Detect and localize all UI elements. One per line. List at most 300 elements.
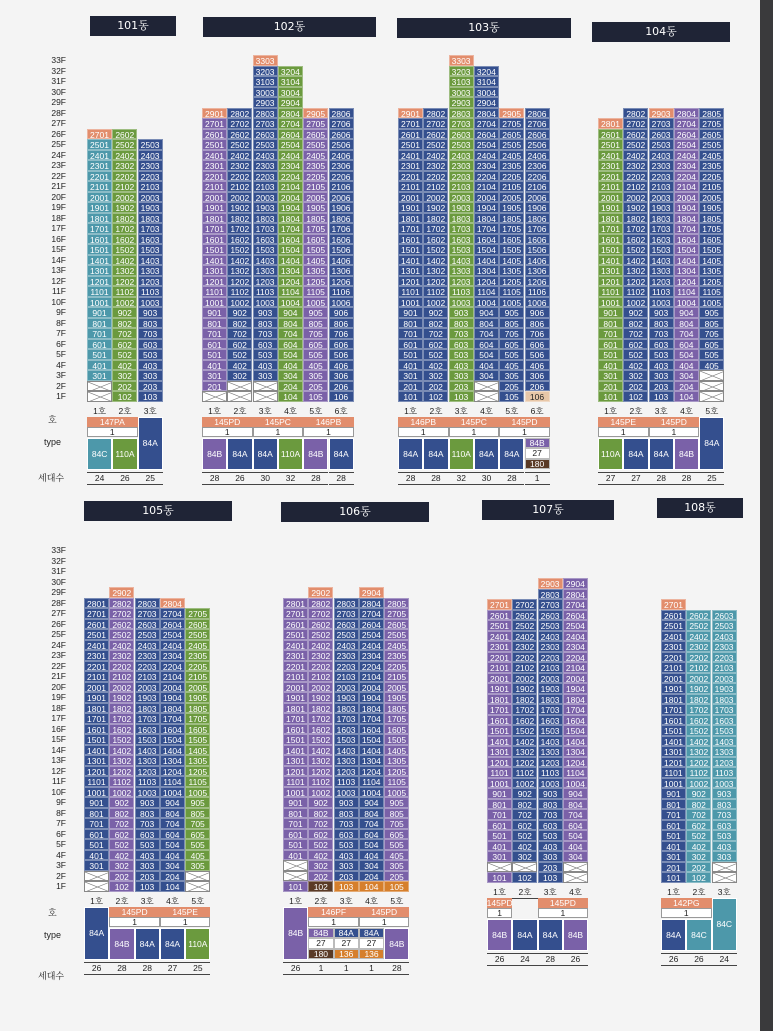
unit-cell: 804 [278, 318, 303, 329]
floor-label: 8F [56, 807, 66, 818]
unit-cell: 403 [538, 841, 563, 852]
unit-cell: 1204 [474, 276, 499, 287]
unit-cell: 602 [686, 820, 711, 831]
unit-type-cell: 84A [84, 907, 109, 960]
unit-cell: 2804 [674, 108, 699, 119]
unit-cell: 805 [303, 318, 328, 329]
ho-header: 1호 [84, 896, 109, 908]
unit-cell: 901 [598, 307, 623, 318]
unit-cell: 1003 [449, 297, 474, 308]
unit-cell: 1503 [334, 734, 359, 745]
unit-cell: 1205 [699, 276, 724, 287]
plan-type-count: 1 [661, 908, 712, 918]
unit-cell: 2603 [253, 129, 278, 140]
unit-cell: 2204 [563, 652, 588, 663]
unit-cell: 302 [308, 860, 333, 871]
unit-cell: 902 [227, 307, 252, 318]
unit-cell: 801 [87, 318, 112, 329]
unit-cell: 704 [359, 818, 384, 829]
unit-cell: 801 [398, 318, 423, 329]
unit-cell: 1304 [563, 746, 588, 757]
unit-cell: 1003 [253, 297, 278, 308]
unit-cell: 501 [487, 830, 512, 841]
unit-cell: 2701 [661, 599, 686, 610]
unit-cell: 702 [623, 328, 648, 339]
unit-type-stack-cell: 27 [525, 448, 550, 459]
unit-cell: 504 [474, 349, 499, 360]
unit-cell: 1404 [359, 745, 384, 756]
unit-cell: 1004 [563, 778, 588, 789]
household-count: 1 [334, 962, 359, 975]
unit-cell: 1404 [674, 255, 699, 266]
floor-label: 11F [51, 286, 66, 296]
plan-type-bar: 145PD [202, 417, 253, 427]
unit-cell [87, 391, 112, 402]
unit-cell: 105 [499, 391, 524, 402]
unit-cell: 1203 [135, 766, 160, 777]
unit-cell: 1503 [712, 725, 737, 736]
unit-cell: 203 [538, 862, 563, 873]
unit-cell: 1201 [87, 276, 112, 287]
unit-cell: 2105 [384, 671, 409, 682]
unit-cell: 2602 [423, 129, 448, 140]
unit-cell: 2001 [398, 192, 423, 203]
unit-cell: 1201 [398, 276, 423, 287]
floor-label: 16F [51, 723, 66, 734]
unit-cell: 501 [84, 839, 109, 850]
unit-cell: 1906 [329, 202, 354, 213]
unit-cell: 2403 [334, 640, 359, 651]
unit-cell: 1305 [699, 265, 724, 276]
unit-cell: 1002 [109, 787, 134, 798]
unit-cell: 1603 [449, 234, 474, 245]
unit-cell: 1303 [449, 265, 474, 276]
ho-header: 5호 [699, 406, 724, 418]
floor-label: 5F [56, 839, 66, 849]
unit-cell: 1502 [308, 734, 333, 745]
unit-cell: 1401 [661, 736, 686, 747]
unit-cell: 2705 [185, 608, 210, 619]
unit-cell: 1104 [474, 286, 499, 297]
unit-cell: 2003 [538, 673, 563, 684]
unit-cell: 504 [563, 830, 588, 841]
unit-cell: 1003 [135, 787, 160, 798]
unit-cell: 2604 [674, 129, 699, 140]
unit-cell: 902 [109, 797, 134, 808]
unit-cell: 1002 [308, 787, 333, 798]
unit-cell: 2605 [499, 129, 524, 140]
floor-label: 15F [51, 244, 66, 254]
unit-cell: 2401 [598, 150, 623, 161]
floor-label: 19F [51, 692, 66, 702]
unit-cell: 703 [712, 809, 737, 820]
unit-cell: 2101 [283, 671, 308, 682]
unit-cell: 701 [598, 328, 623, 339]
unit-cell: 3203 [253, 66, 278, 77]
floor-label: 14F [51, 744, 66, 755]
unit-cell: 2706 [329, 118, 354, 129]
unit-cell: 2404 [278, 150, 303, 161]
unit-cell: 802 [512, 799, 537, 810]
floor-label: 22F [51, 660, 66, 671]
unit-cell: 1501 [283, 734, 308, 745]
unit-cell: 2904 [474, 97, 499, 108]
unit-cell: 2503 [712, 620, 737, 631]
unit-cell: 1504 [674, 244, 699, 255]
unit-cell: 2003 [138, 192, 163, 203]
unit-cell: 1204 [160, 766, 185, 777]
unit-cell: 602 [227, 339, 252, 350]
unit-cell: 2101 [487, 662, 512, 673]
unit-cell: 703 [253, 328, 278, 339]
ho-header: 5호 [499, 406, 524, 418]
unit-cell: 2004 [359, 682, 384, 693]
floor-label: 27F [51, 118, 66, 128]
unit-cell: 1201 [283, 766, 308, 777]
unit-cell: 1501 [598, 244, 623, 255]
unit-cell: 1403 [253, 255, 278, 266]
unit-cell: 2704 [674, 118, 699, 129]
unit-cell: 1304 [278, 265, 303, 276]
floor-label: 3F [56, 370, 66, 380]
unit-cell: 503 [138, 349, 163, 360]
unit-cell: 1901 [487, 683, 512, 694]
unit-cell [699, 391, 724, 402]
unit-type-cell: 84B [283, 907, 308, 960]
unit-cell: 2103 [334, 671, 359, 682]
household-count: 32 [449, 472, 474, 485]
unit-cell: 2001 [598, 192, 623, 203]
plan-type-bar: 146PF [308, 907, 359, 917]
unit-cell: 1103 [253, 286, 278, 297]
unit-cell: 502 [423, 349, 448, 360]
unit-cell: 905 [303, 307, 328, 318]
unit-cell: 1202 [112, 276, 137, 287]
unit-cell: 2205 [384, 661, 409, 672]
unit-cell: 302 [109, 860, 134, 871]
household-count: 1 [525, 472, 550, 485]
unit-cell: 2002 [512, 673, 537, 684]
unit-cell: 2404 [474, 150, 499, 161]
unit-cell: 803 [538, 799, 563, 810]
unit-cell: 1602 [112, 234, 137, 245]
unit-cell: 502 [308, 839, 333, 850]
unit-cell: 803 [135, 808, 160, 819]
unit-cell: 1104 [278, 286, 303, 297]
unit-cell: 1706 [525, 223, 550, 234]
unit-cell: 302 [686, 851, 711, 862]
unit-cell: 605 [185, 829, 210, 840]
unit-cell: 2202 [686, 652, 711, 663]
unit-cell: 1301 [84, 755, 109, 766]
household-count: 28 [538, 953, 563, 966]
unit-cell: 2802 [623, 108, 648, 119]
unit-cell: 2802 [423, 108, 448, 119]
unit-cell: 306 [329, 370, 354, 381]
unit-type-cell: 84B [109, 928, 134, 960]
unit-cell: 1602 [109, 724, 134, 735]
unit-cell: 2605 [303, 129, 328, 140]
unit-cell: 2501 [84, 629, 109, 640]
unit-cell: 1104 [674, 286, 699, 297]
unit-cell: 2801 [598, 118, 623, 129]
floor-label: 9F [56, 307, 66, 317]
unit-cell: 2903 [253, 97, 278, 108]
unit-cell: 703 [449, 328, 474, 339]
floor-label: 17F [51, 713, 66, 723]
unit-cell: 2402 [623, 150, 648, 161]
unit-cell: 2401 [398, 150, 423, 161]
unit-cell: 1202 [623, 276, 648, 287]
unit-cell: 2703 [649, 118, 674, 129]
unit-cell: 1201 [598, 276, 623, 287]
unit-cell: 2501 [598, 139, 623, 150]
floor-label: 33F [51, 55, 66, 65]
unit-cell: 1204 [563, 757, 588, 768]
unit-cell: 2003 [712, 673, 737, 684]
unit-cell: 1803 [649, 213, 674, 224]
unit-cell: 2602 [512, 610, 537, 621]
floor-label: 23F [51, 650, 66, 660]
unit-cell: 1303 [538, 746, 563, 757]
unit-cell: 2403 [649, 150, 674, 161]
unit-cell: 2701 [398, 118, 423, 129]
unit-cell: 1805 [699, 213, 724, 224]
unit-cell: 1502 [227, 244, 252, 255]
unit-cell: 1604 [278, 234, 303, 245]
floor-label: 25F [51, 139, 66, 149]
unit-cell: 802 [109, 808, 134, 819]
unit-cell: 2301 [283, 650, 308, 661]
unit-cell: 2103 [253, 181, 278, 192]
unit-cell: 2403 [253, 150, 278, 161]
household-count: 32 [278, 472, 303, 485]
unit-cell: 203 [334, 871, 359, 882]
unit-cell: 1206 [525, 276, 550, 287]
unit-cell: 803 [253, 318, 278, 329]
ho-header: 2호 [423, 406, 448, 418]
unit-cell: 2001 [87, 192, 112, 203]
unit-cell: 702 [227, 328, 252, 339]
unit-cell: 1001 [84, 787, 109, 798]
unit-cell: 102 [423, 391, 448, 402]
unit-cell: 204 [674, 381, 699, 392]
floor-label: 26F [51, 128, 66, 139]
unit-cell: 502 [227, 349, 252, 360]
unit-cell: 1903 [334, 692, 359, 703]
unit-cell: 2202 [308, 661, 333, 672]
unit-cell: 2203 [135, 661, 160, 672]
unit-type-cell: 84A [423, 438, 448, 470]
unit-cell: 1605 [499, 234, 524, 245]
unit-cell: 701 [87, 328, 112, 339]
unit-cell: 605 [303, 339, 328, 350]
unit-cell: 2101 [598, 181, 623, 192]
unit-cell: 102 [512, 872, 537, 883]
unit-cell: 2702 [512, 599, 537, 610]
unit-cell: 2705 [499, 118, 524, 129]
unit-cell: 1103 [138, 286, 163, 297]
unit-cell: 106 [329, 391, 354, 402]
unit-cell: 1102 [227, 286, 252, 297]
ho-label: 호 [48, 908, 57, 918]
unit-cell: 2604 [278, 129, 303, 140]
unit-cell: 2601 [487, 610, 512, 621]
unit-cell: 301 [398, 370, 423, 381]
unit-cell: 1901 [87, 202, 112, 213]
unit-cell: 2202 [112, 171, 137, 182]
unit-type-cell: 84A [138, 417, 163, 470]
unit-cell: 906 [329, 307, 354, 318]
unit-cell: 1402 [623, 255, 648, 266]
unit-cell: 1905 [384, 692, 409, 703]
unit-cell [283, 871, 308, 882]
unit-cell: 701 [661, 809, 686, 820]
unit-cell: 1502 [686, 725, 711, 736]
unit-cell: 1803 [138, 213, 163, 224]
unit-cell: 2606 [329, 129, 354, 140]
unit-type-cell: 84A [699, 417, 724, 470]
plan-type-bar: 146PB [398, 417, 449, 427]
unit-cell: 1904 [359, 692, 384, 703]
unit-cell: 3103 [253, 76, 278, 87]
unit-cell: 503 [712, 830, 737, 841]
unit-cell: 1906 [525, 202, 550, 213]
unit-cell: 2402 [512, 631, 537, 642]
ho-header: 4호 [474, 406, 499, 418]
unit-cell: 2206 [525, 171, 550, 182]
unit-cell: 1903 [135, 692, 160, 703]
unit-cell: 2005 [185, 682, 210, 693]
unit-cell: 2403 [135, 640, 160, 651]
unit-cell: 2902 [109, 587, 134, 598]
plan-type-count: 1 [109, 917, 160, 927]
unit-cell: 403 [449, 360, 474, 371]
unit-cell: 2505 [384, 629, 409, 640]
floor-label: 30F [51, 86, 66, 97]
unit-cell: 2804 [359, 598, 384, 609]
unit-cell: 1302 [512, 746, 537, 757]
unit-cell: 302 [512, 851, 537, 862]
unit-cell: 2602 [109, 619, 134, 630]
unit-cell: 1902 [227, 202, 252, 213]
unit-cell: 805 [185, 808, 210, 819]
unit-cell: 905 [499, 307, 524, 318]
unit-cell: 1606 [329, 234, 354, 245]
unit-cell: 1701 [84, 713, 109, 724]
unit-cell: 801 [487, 799, 512, 810]
unit-cell: 2103 [712, 662, 737, 673]
floor-label: 17F [51, 223, 66, 233]
unit-cell: 2304 [563, 641, 588, 652]
unit-cell: 604 [160, 829, 185, 840]
unit-cell [185, 871, 210, 882]
unit-cell: 303 [649, 370, 674, 381]
unit-cell: 2803 [449, 108, 474, 119]
unit-cell [227, 381, 252, 392]
unit-cell: 2201 [87, 171, 112, 182]
plan-type-count: 1 [598, 427, 649, 437]
unit-cell: 1803 [712, 694, 737, 705]
unit-cell: 2501 [87, 139, 112, 150]
unit-cell: 1705 [384, 713, 409, 724]
unit-cell: 2702 [227, 118, 252, 129]
unit-cell: 1203 [334, 766, 359, 777]
plan-type-count: 1 [160, 917, 211, 927]
unit-cell: 1805 [384, 703, 409, 714]
unit-cell: 1303 [649, 265, 674, 276]
floor-label: 20F [51, 681, 66, 692]
building-title: 101동 [90, 16, 176, 36]
unit-cell: 2002 [686, 673, 711, 684]
unit-cell: 405 [185, 850, 210, 861]
unit-cell: 1504 [278, 244, 303, 255]
ho-header: 6호 [329, 406, 354, 418]
unit-type-cell: 84B [303, 438, 328, 470]
floor-label: 5F [56, 349, 66, 359]
floor-label: 28F [51, 597, 66, 608]
unit-cell: 2504 [674, 139, 699, 150]
unit-cell [474, 391, 499, 402]
unit-cell: 1904 [278, 202, 303, 213]
household-count: 28 [398, 472, 423, 485]
unit-cell: 3203 [449, 66, 474, 77]
unit-cell: 1805 [303, 213, 328, 224]
unit-cell: 2406 [329, 150, 354, 161]
unit-cell: 2301 [487, 641, 512, 652]
unit-cell: 1201 [202, 276, 227, 287]
unit-cell: 1103 [334, 776, 359, 787]
unit-cell: 1802 [109, 703, 134, 714]
unit-cell: 2501 [283, 629, 308, 640]
floor-label: 13F [51, 265, 66, 275]
unit-cell: 901 [87, 307, 112, 318]
unit-cell: 2301 [84, 650, 109, 661]
unit-cell: 1605 [699, 234, 724, 245]
unit-cell: 2005 [384, 682, 409, 693]
unit-cell: 1104 [563, 767, 588, 778]
unit-cell: 2002 [112, 192, 137, 203]
unit-cell: 1305 [185, 755, 210, 766]
unit-cell: 1901 [84, 692, 109, 703]
unit-cell: 2305 [185, 650, 210, 661]
ho-header: 3호 [334, 896, 359, 908]
unit-cell: 2001 [283, 682, 308, 693]
plan-type-bar: 145PC [253, 417, 304, 427]
unit-cell: 605 [499, 339, 524, 350]
unit-cell: 1605 [384, 724, 409, 735]
unit-cell: 201 [398, 381, 423, 392]
ho-header: 2호 [227, 406, 252, 418]
unit-cell: 2404 [563, 631, 588, 642]
unit-cell: 501 [202, 349, 227, 360]
unit-cell: 602 [112, 339, 137, 350]
unit-cell: 1103 [712, 767, 737, 778]
unit-type-stack-cell: 84B [308, 928, 333, 939]
plan-type-bar: 145PD [499, 417, 550, 427]
unit-cell: 2701 [84, 608, 109, 619]
unit-cell: 2102 [686, 662, 711, 673]
unit-cell: 2305 [384, 650, 409, 661]
ho-header: 2호 [686, 887, 711, 899]
unit-type-stack-cell: 136 [359, 949, 384, 960]
floor-label: 28F [51, 107, 66, 118]
unit-cell: 1005 [699, 297, 724, 308]
unit-cell: 1805 [499, 213, 524, 224]
unit-cell: 2301 [87, 160, 112, 171]
unit-cell: 1204 [278, 276, 303, 287]
unit-cell: 101 [661, 872, 686, 883]
